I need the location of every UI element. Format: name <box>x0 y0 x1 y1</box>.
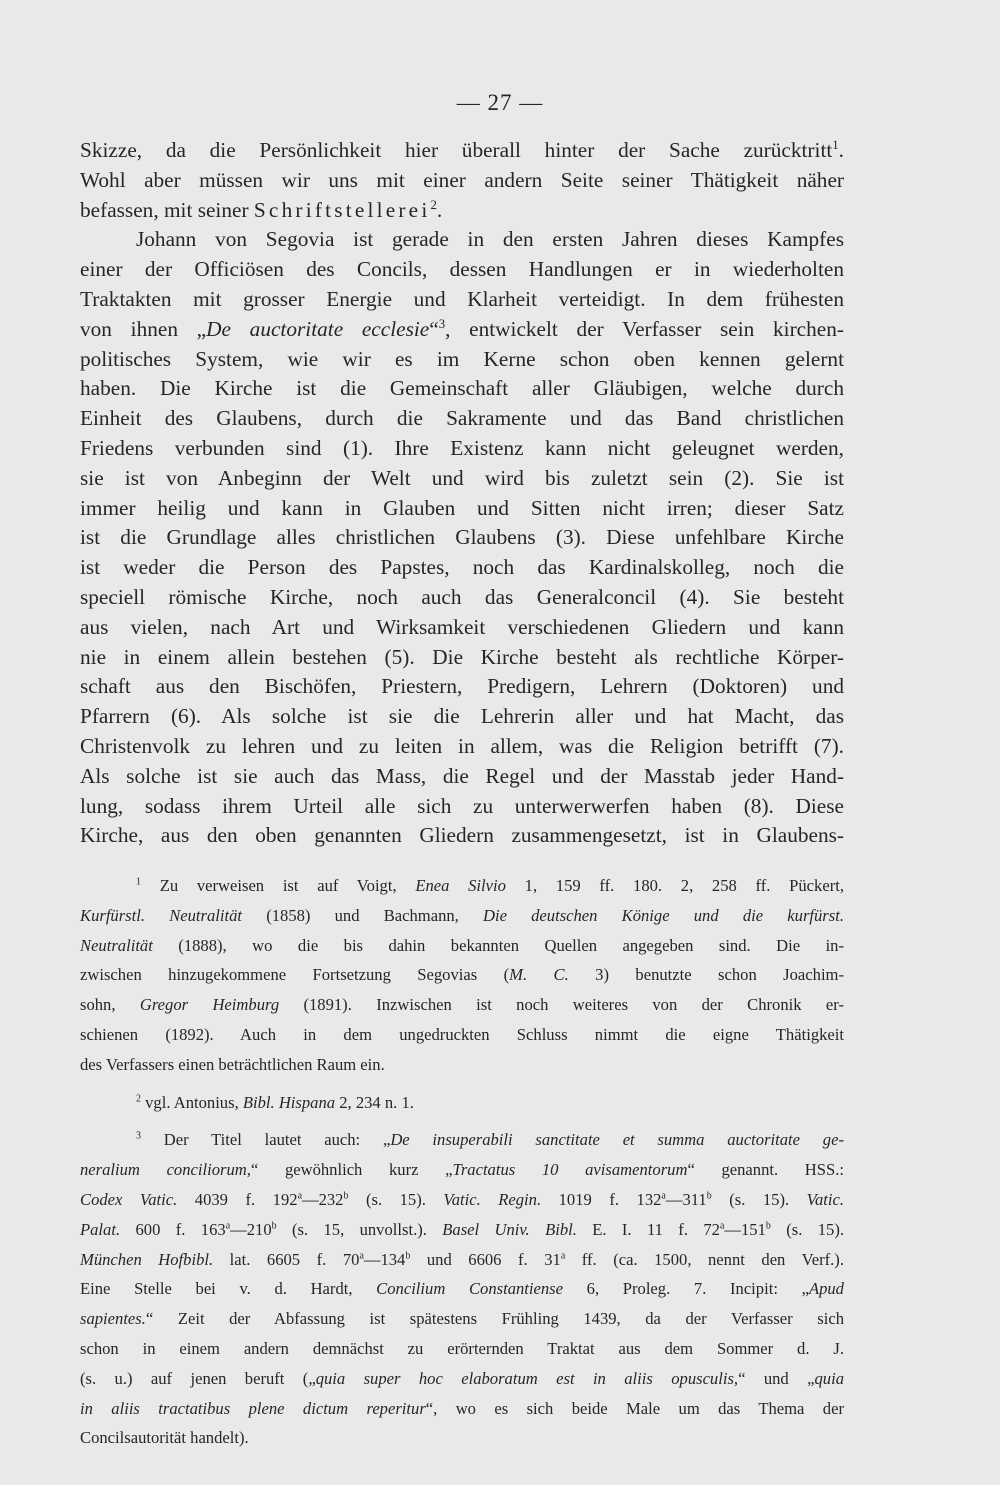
body-line <box>80 792 844 822</box>
text-span: 6, Proleg. 7. Incipit: „ <box>563 1279 809 1299</box>
body-line <box>80 643 844 673</box>
text-span: befassen, mit seiner <box>80 197 254 222</box>
italic-text: Die deutschen Könige und die kurfürst. <box>482 905 844 925</box>
text-span: —134 <box>363 1249 406 1269</box>
text-span: 2, 234 n. 1. <box>335 1092 414 1112</box>
body-line <box>80 523 844 553</box>
footnote-ref: b <box>343 1190 349 1202</box>
text-span: —311 <box>665 1189 707 1209</box>
body-text <box>80 136 844 851</box>
text-span: —151 <box>724 1219 766 1239</box>
body-line <box>80 255 844 285</box>
body-line <box>80 762 844 792</box>
text-span: Zu verweisen ist auf Voigt, <box>140 876 416 895</box>
text-span: Skizze, da die Persönlichkeit hier überall hinter der Sache zurücktritt <box>80 138 833 162</box>
footnote-line <box>80 1249 844 1279</box>
text-span: “ gewöhnlich kurz „ <box>250 1160 453 1180</box>
italic-text: De insuperabili sanctitate et summa auctoritate ge- <box>390 1130 844 1150</box>
text-span: Traktakten mit grosser Energie und Klarheit verteidigt. In dem frühesten <box>80 286 844 311</box>
body-line <box>80 821 844 851</box>
footnote-ref: 3 <box>438 316 446 331</box>
footnote-line <box>80 1338 844 1368</box>
text-span: Kirche, aus den oben genannten Gliedern zusammengesetzt, ist in Glaubens- <box>80 823 844 848</box>
italic-text: De auctoritate ecclesie <box>206 316 430 341</box>
footnote-ref: 1 <box>832 137 839 152</box>
text-span: Als solche ist sie auch das Mass, die Regel und der Masstab jeder Hand- <box>80 763 844 788</box>
text-span: (s. 15). <box>711 1189 807 1209</box>
text-span: “ Zeit der Abfassung ist spätestens Frühling 1439, da der Verfasser sich <box>145 1309 844 1329</box>
italic-text: Tractatus 10 avisamentorum <box>452 1160 688 1180</box>
footnote-2 <box>80 1092 844 1122</box>
text-span: . <box>436 197 443 222</box>
text-span: 3) benutzte schon Joachim- <box>568 965 844 985</box>
body-line <box>80 464 844 494</box>
text-span: des Verfassers einen beträchtlichen Raum ein. <box>80 1054 385 1074</box>
italic-text: neralium conciliorum, <box>80 1160 251 1180</box>
text-span: vgl. Antonius, <box>140 1092 243 1112</box>
footnote-ref: b <box>765 1220 771 1232</box>
text-span: (1891). Inzwischen ist noch weiteres von der Chronik er- <box>279 995 844 1015</box>
text-span: . <box>838 138 844 162</box>
italic-text: Concilium Constantiense <box>376 1279 563 1299</box>
italic-text: Vatic. <box>806 1189 844 1209</box>
text-span: (s. u.) auf jenen beruft („ <box>80 1368 316 1388</box>
italic-text: Palat. <box>80 1219 121 1239</box>
body-line <box>80 225 844 255</box>
footnote-line <box>80 1159 844 1189</box>
text-span: Schriftstellerei <box>253 197 431 222</box>
italic-text: Basel Univ. Bibl. <box>442 1219 577 1239</box>
italic-text: Neutralität <box>80 935 153 955</box>
text-span: Christenvolk zu lehren und zu leiten in allem, was die Religion betrifft (7). <box>80 733 844 758</box>
italic-text: Vatic. Regin. <box>443 1189 542 1209</box>
footnote-line <box>80 994 844 1024</box>
text-span: lung, sodass ihrem Urteil alle sich zu unterwerwerfen haben (8). Diese <box>80 793 844 818</box>
body-line <box>80 404 844 434</box>
footnote-ref: a <box>297 1190 302 1202</box>
italic-text: Codex Vatic. <box>80 1189 178 1209</box>
text-span: schienen (1892). Auch in dem ungedruckten Schluss nimmt die eigne Thätigkeit <box>80 1024 844 1044</box>
text-span: haben. Die Kirche ist die Gemeinschaft aller Gläubigen, welche durch <box>80 376 844 401</box>
footnote-ref: a <box>560 1250 566 1262</box>
footnote-line <box>80 875 844 905</box>
italic-text: Apud <box>808 1279 844 1299</box>
footnote-gap <box>80 1084 844 1092</box>
text-span: aus vielen, nach Art und Wirksamkeit verschiedenen Gliedern und kann <box>80 614 844 639</box>
footnote-3 <box>80 1129 844 1457</box>
footnote-gap <box>80 1121 844 1129</box>
footnote-line <box>80 964 844 994</box>
footnote-line <box>80 1278 844 1308</box>
italic-text: sapientes. <box>80 1309 146 1329</box>
body-line <box>80 136 844 166</box>
footnote-ref: 3 <box>136 1130 141 1142</box>
footnote-line <box>80 1092 844 1122</box>
text-span: einer der Officiösen des Concils, dessen Handlungen er in wiederholten <box>80 257 844 282</box>
body-line <box>80 285 844 315</box>
body-line <box>80 672 844 702</box>
text-span: Friedens verbunden sind (1). Ihre Existenz kann nicht geleugnet werden, <box>80 435 844 460</box>
text-span: 4039 f. 192 <box>177 1189 298 1209</box>
text-span: “ und „ <box>738 1368 815 1388</box>
text-span: (1858) und Bachmann, <box>242 905 483 925</box>
text-span: schaft aus den Bischöfen, Priestern, Predigern, Lehrern (Doktoren) und <box>80 674 844 699</box>
text-span: , entwickelt der Verfasser sein kirchen- <box>445 316 844 341</box>
text-span: zwischen hinzugekommene Fortsetzung Segovias ( <box>80 965 510 985</box>
body-line <box>80 374 844 404</box>
text-span: immer heilig und kann in Glauben und Sitten nicht irren; dieser Satz <box>80 495 844 520</box>
footnote-ref: 1 <box>136 876 141 888</box>
text-span: von ihnen „ <box>80 316 207 341</box>
body-line <box>80 196 844 226</box>
footnote-line <box>80 1398 844 1428</box>
text-span: —210 <box>230 1219 272 1239</box>
body-line <box>80 434 844 464</box>
text-span: E. I. 11 f. 72 <box>576 1219 720 1239</box>
footnote-line <box>80 1308 844 1338</box>
italic-text: München Hofbibl. <box>80 1249 214 1269</box>
italic-text: Enea Silvio <box>415 876 506 895</box>
text-span: 1019 f. 132 <box>541 1189 662 1209</box>
footnote-line <box>80 1054 844 1084</box>
text-span: Der Titel lautet auch: „ <box>140 1130 391 1150</box>
italic-text: Bibl. Hispana <box>242 1092 336 1112</box>
italic-text: Gregor Heimburg <box>139 995 280 1015</box>
footnote-1 <box>80 875 844 1084</box>
text-span: Pfarrern (6). Als solche ist sie die Lehrerin aller und hat Macht, das <box>80 704 844 729</box>
text-span: —232 <box>301 1189 344 1209</box>
footnote-line <box>80 1129 844 1159</box>
footnote-ref: a <box>719 1220 725 1232</box>
text-span: Eine Stelle bei v. d. Hardt, <box>80 1279 377 1299</box>
text-span: speciell römische Kirche, noch auch das Generalconcil (4). Sie besteht <box>80 584 844 609</box>
text-span: sohn, <box>80 995 140 1015</box>
text-span: “, wo es sich beide Male um das Thema der <box>425 1398 844 1418</box>
text-span: (s. 15). <box>770 1219 845 1239</box>
text-span: (s. 15). <box>348 1189 444 1209</box>
body-line <box>80 315 844 345</box>
body-line <box>80 732 844 762</box>
text-span: nie in einem allein bestehen (5). Die Kirche besteht als rechtliche Körper- <box>80 644 844 669</box>
footnote-line <box>80 1189 844 1219</box>
text-span: Einheit des Glaubens, durch die Sakramente und das Band christlichen <box>80 406 844 431</box>
footnote-ref: 2 <box>136 1093 141 1105</box>
footnote-ref: b <box>706 1190 712 1202</box>
footnote-ref: a <box>359 1250 364 1262</box>
text-span: sie ist von Anbeginn der Welt und wird bis zuletzt sein (2). Sie ist <box>80 465 844 490</box>
text-span: Johann von Segovia ist gerade in den ersten Jahren dieses Kampfes <box>136 227 844 252</box>
text-span: “ genannt. HSS.: <box>687 1160 844 1180</box>
text-span: lat. 6605 f. 70 <box>213 1249 360 1269</box>
body-line <box>80 494 844 524</box>
italic-text: quia super hoc elaboratum est in aliis opusculis, <box>315 1368 739 1388</box>
footnote-line <box>80 1219 844 1249</box>
body-line <box>80 702 844 732</box>
footnote-line <box>80 905 844 935</box>
footnote-ref: 2 <box>430 197 437 212</box>
text-span: Wohl aber müssen wir uns mit einer andern Seite seiner Thätigkeit näher <box>80 167 844 192</box>
text-span: “ <box>429 316 439 341</box>
footnote-ref: a <box>225 1220 231 1232</box>
page-number: — 27 — <box>456 90 544 115</box>
text-span: 600 f. 163 <box>120 1219 226 1239</box>
footnote-ref: b <box>405 1250 411 1262</box>
text-span: ist weder die Person des Papstes, noch das Kardinalskolleg, noch die <box>80 555 844 580</box>
body-line <box>80 583 844 613</box>
text-span: 1, 159 ff. 180. 2, 258 ff. Pückert, <box>505 876 844 895</box>
text-span: (s. 15, unvollst.). <box>276 1219 443 1239</box>
italic-text: in aliis tractatibus plene dictum reperitur <box>80 1398 426 1418</box>
footnote-line <box>80 1368 844 1398</box>
body-line <box>80 345 844 375</box>
text-span: (1888), wo die bis dahin bekannten Quellen angegeben sind. Die in- <box>152 935 844 955</box>
italic-text: quia <box>814 1368 844 1388</box>
text-span: schon in einem andern demnächst zu erörternden Traktat aus dem Sommer d. J. <box>80 1338 844 1358</box>
text-span: politisches System, wie wir es im Kerne schon oben kennen gelernt <box>80 346 844 371</box>
body-line <box>80 613 844 643</box>
text-span: Concilsautorität handelt). <box>80 1428 249 1448</box>
footnotes <box>80 875 844 1457</box>
footnote-ref: b <box>271 1220 277 1232</box>
footnote-line <box>80 1427 844 1457</box>
footnote-line <box>80 1024 844 1054</box>
footnote-line <box>80 935 844 965</box>
text-span: und 6606 f. 31 <box>410 1249 561 1269</box>
body-line <box>80 166 844 196</box>
body-line <box>80 553 844 583</box>
italic-text: Kurfürstl. Neutralität <box>80 905 243 925</box>
footnote-ref: a <box>661 1190 666 1202</box>
italic-text: M. C. <box>509 965 569 985</box>
text-span: ist die Grundlage alles christlichen Glaubens (3). Diese unfehlbare Kirche <box>80 525 844 550</box>
text-span: ff. (ca. 1500, nennt den Verf.). <box>565 1249 844 1269</box>
